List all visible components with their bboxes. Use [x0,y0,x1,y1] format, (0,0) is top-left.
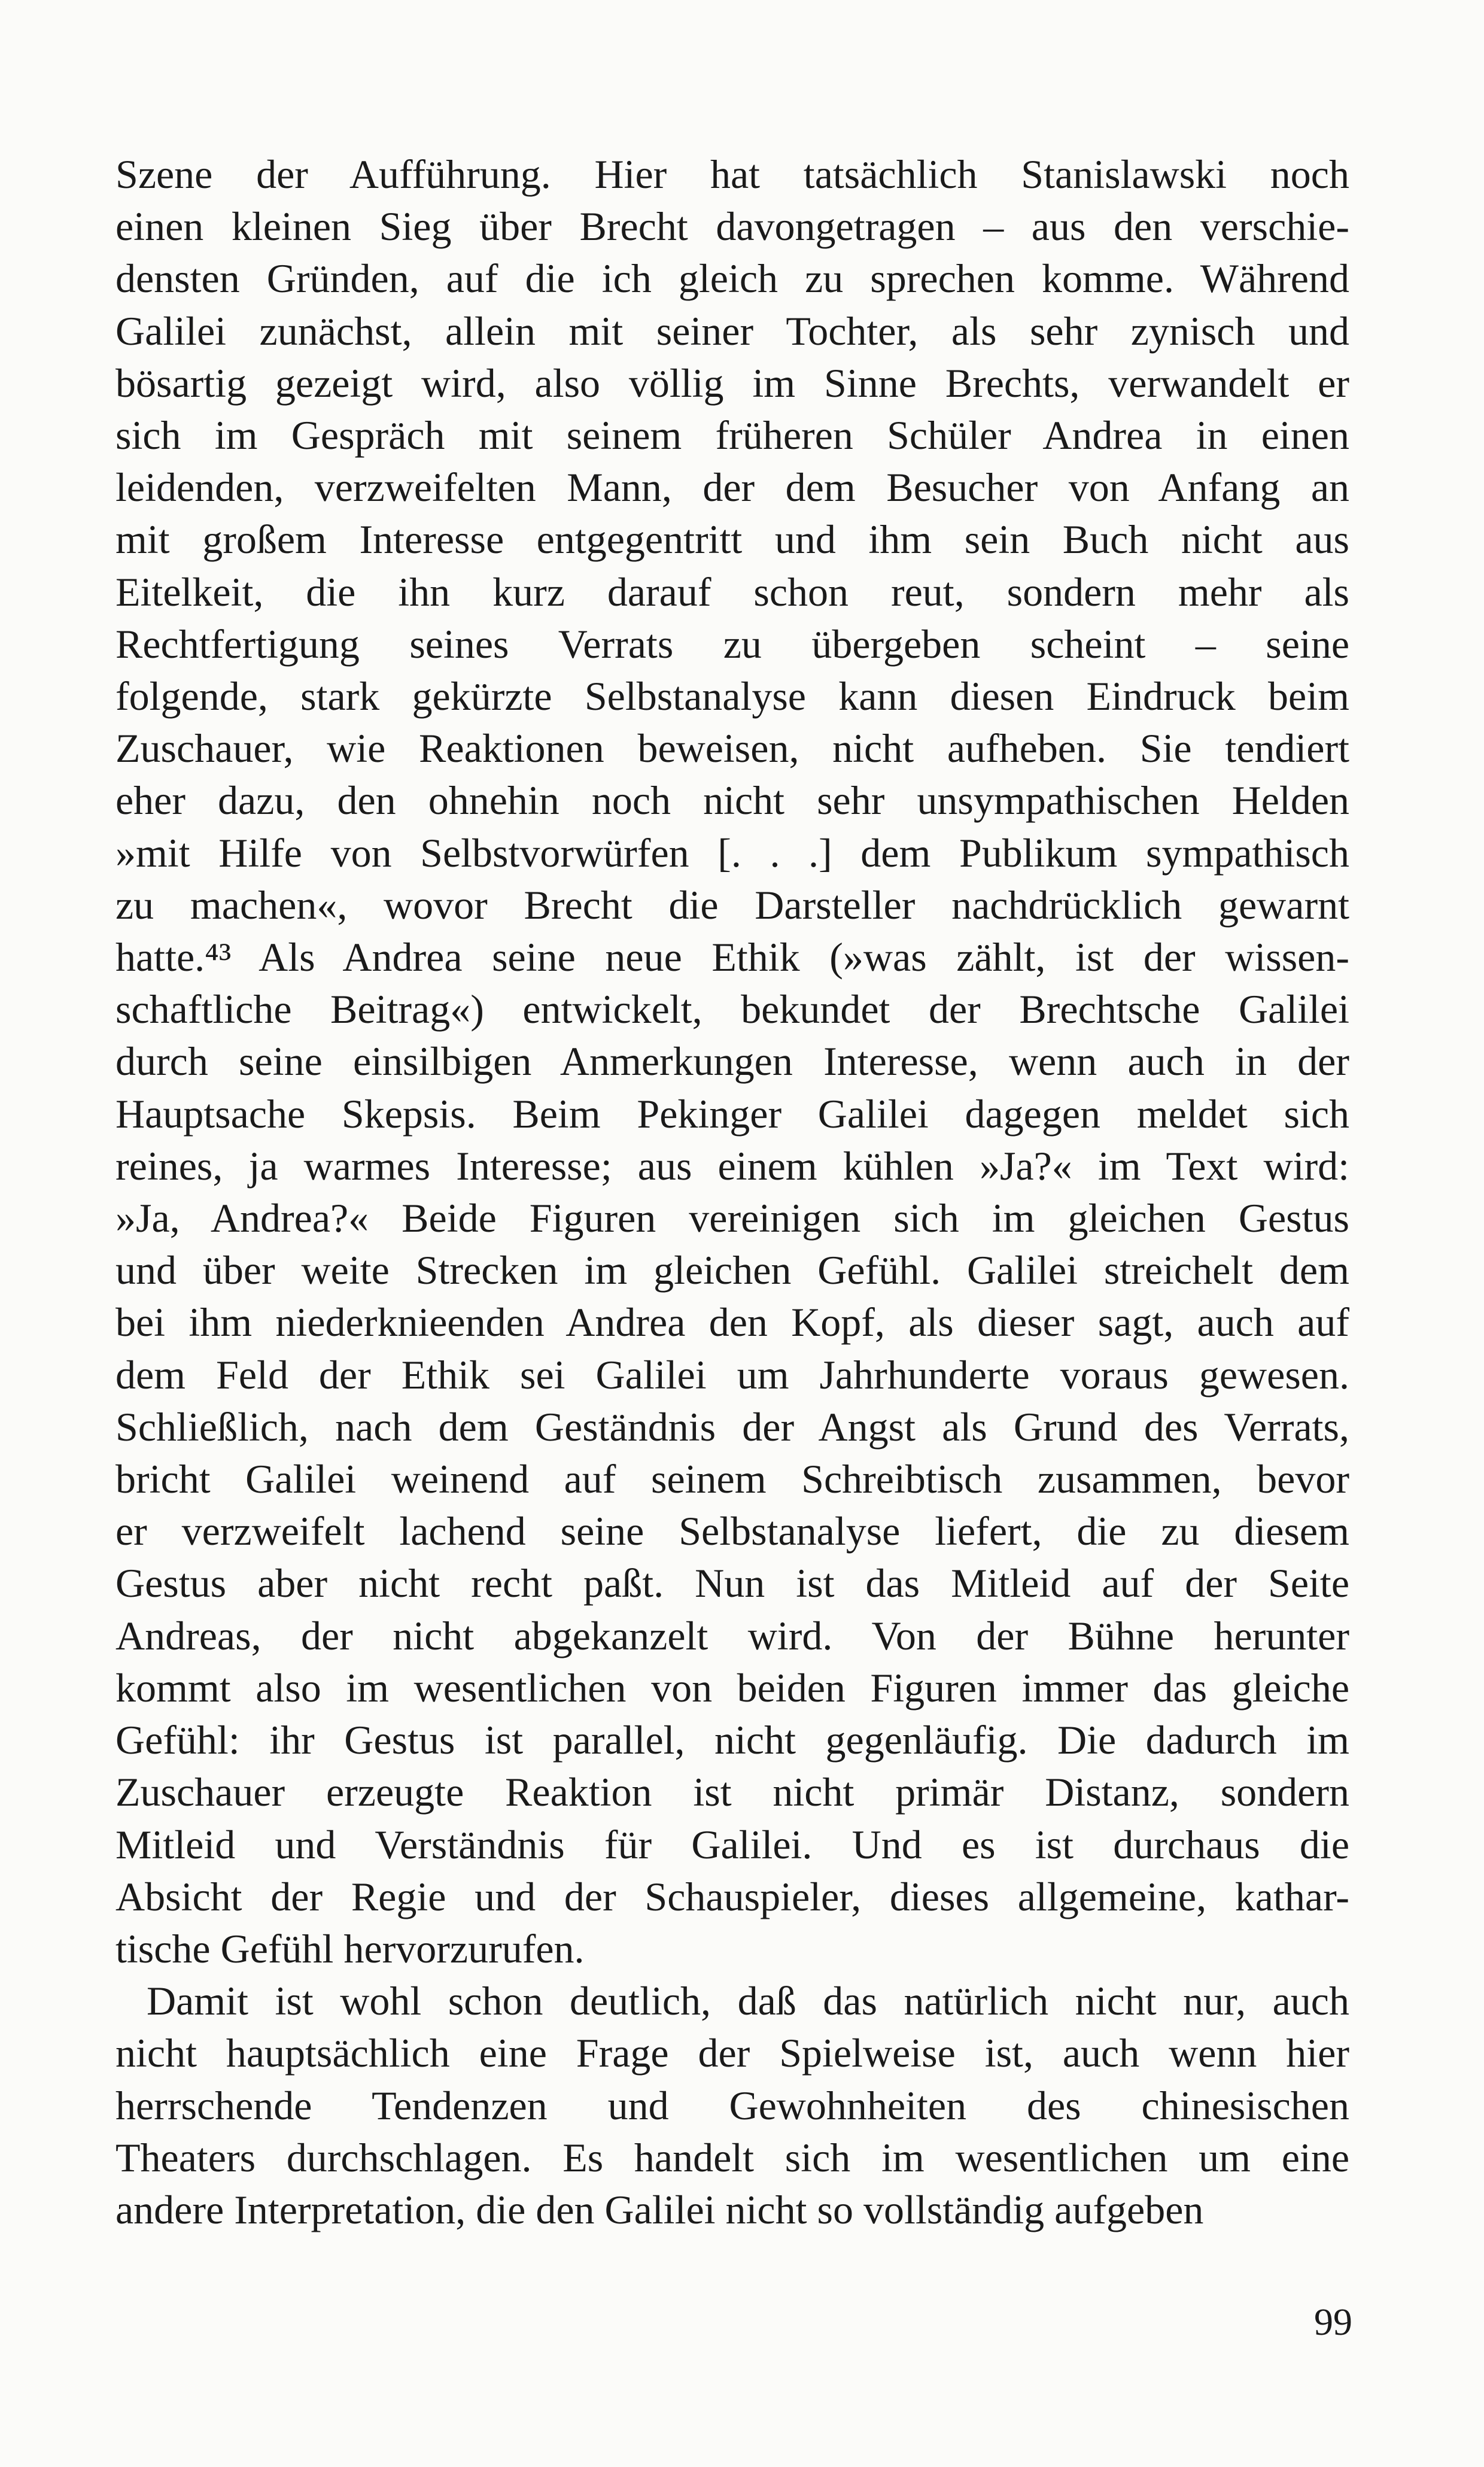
text-line: Szene der Aufführung. Hier hat tatsächlich Stanislawski noch [115,151,1349,197]
text-line: nicht hauptsächlich eine Frage der Spielweise ist, auch wenn hier [115,2030,1349,2076]
text-line: er verzweifelt lachend seine Selbstanalyse liefert, die zu diesem [115,1508,1349,1554]
text-line: Rechtfertigung seines Verrats zu übergeben scheint – seine [115,621,1349,667]
text-line: andere Interpretation, die den Galilei nicht so vollständig aufgeben [115,2186,1204,2232]
body-text [115,148,1349,2236]
text-line: bösartig gezeigt wird, also völlig im Sinne Brechts, verwandelt er [115,360,1349,406]
text-line: Gestus aber nicht recht paßt. Nun ist das Mitleid auf der Seite [115,1560,1349,1606]
text-line: Schließlich, nach dem Geständnis der Angst als Grund des Verrats, [115,1403,1349,1450]
text-line: dem Feld der Ethik sei Galilei um Jahrhunderte voraus gewesen. [115,1351,1349,1397]
paragraph [115,1975,1349,2236]
text-line: Theaters durchschlagen. Es handelt sich im wesentlichen um eine [115,2134,1349,2180]
text-line: bei ihm niederknieenden Andrea den Kopf, als dieser sagt, auch auf [115,1299,1349,1345]
page-number: 99 [1314,2301,1352,2343]
text-line: Damit ist wohl schon deutlich, daß das natürlich nicht nur, auch [147,1978,1349,2024]
text-line: tische Gefühl hervorzurufen. [115,1925,585,1971]
text-line: mit großem Interesse entgegentritt und ihm sein Buch nicht aus [115,517,1349,563]
text-line: herrschende Tendenzen und Gewohnheiten des chinesischen [115,2082,1349,2128]
text-line: einen kleinen Sieg über Brecht davongetragen – aus den verschie- [115,203,1349,250]
text-line: Absicht der Regie und der Schauspieler, dieses allgemeine, kathar- [115,1873,1349,1919]
text-line: »Ja, Andrea?« Beide Figuren vereinigen sich im gleichen Gestus [115,1195,1349,1241]
text-line: kommt also im wesentlichen von beiden Figuren immer das gleiche [115,1664,1349,1711]
paragraph [115,148,1349,1975]
text-line: Galilei zunächst, allein mit seiner Tochter, als sehr zynisch und [115,308,1349,354]
text-line: leidenden, verzweifelten Mann, der dem Besucher von Anfang an [115,464,1349,511]
text-line: Mitleid und Verständnis für Galilei. Und es ist durchaus die [115,1821,1349,1867]
text-line: zu machen«, wovor Brecht die Darsteller nachdrücklich gewarnt [115,882,1349,928]
text-line: Zuschauer erzeugte Reaktion ist nicht primär Distanz, sondern [115,1769,1349,1815]
text-line: »mit Hilfe von Selbstvorwürfen [. . .] dem Publikum sympathisch [115,830,1349,876]
text-line: reines, ja warmes Interesse; aus einem kühlen »Ja?« im Text wird: [115,1143,1349,1189]
text-line: eher dazu, den ohnehin noch nicht sehr unsympathischen Helden [115,777,1349,824]
text-line: und über weite Strecken im gleichen Gefühl. Galilei streichelt dem [115,1247,1349,1293]
text-line: Gefühl: ihr Gestus ist parallel, nicht gegenläufig. Die dadurch im [115,1717,1349,1763]
text-line: Eitelkeit, die ihn kurz darauf schon reut, sondern mehr als [115,569,1349,615]
text-line: Zuschauer, wie Reaktionen beweisen, nicht aufheben. Sie tendiert [115,725,1349,771]
text-line: durch seine einsilbigen Anmerkungen Interesse, wenn auch in der [115,1038,1349,1084]
text-line: bricht Galilei weinend auf seinem Schreibtisch zusammen, bevor [115,1456,1349,1502]
text-line: schaftliche Beitrag«) entwickelt, bekundet der Brechtsche Galilei [115,986,1349,1032]
text-line: Hauptsache Skepsis. Beim Pekinger Galilei dagegen meldet sich [115,1090,1349,1137]
text-line: folgende, stark gekürzte Selbstanalyse kann diesen Eindruck beim [115,673,1349,719]
text-line: hatte.⁴³ Als Andrea seine neue Ethik (»was zählt, ist der wissen- [115,934,1349,980]
text-line: sich im Gespräch mit seinem früheren Schüler Andrea in einen [115,412,1349,458]
text-line: Andreas, der nicht abgekanzelt wird. Von der Bühne herunter [115,1612,1349,1658]
text-line: densten Gründen, auf die ich gleich zu sprechen komme. Während [115,256,1349,302]
